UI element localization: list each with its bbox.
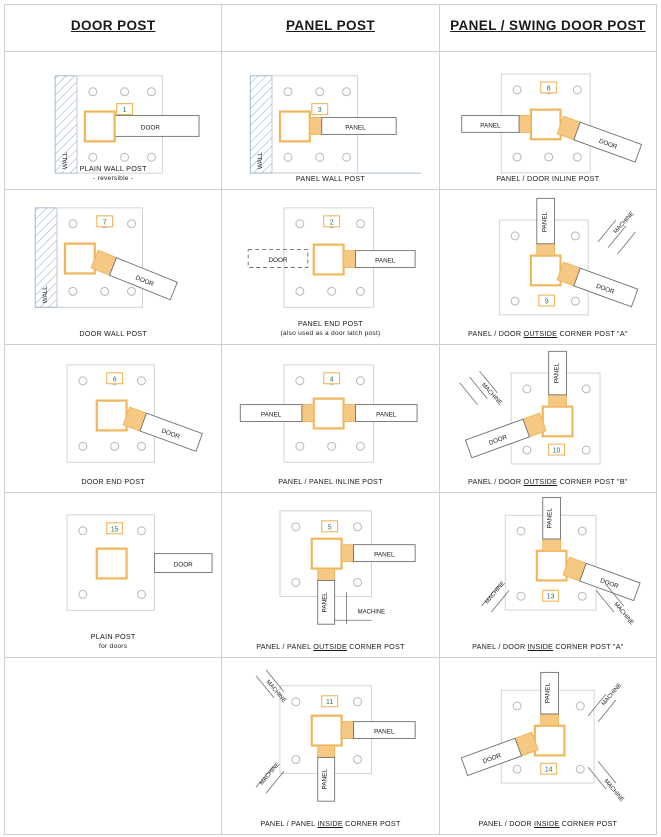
header-row <box>5 5 657 52</box>
diagram-door-wall-post <box>5 190 221 344</box>
post-type-grid <box>4 4 657 835</box>
diagram-panel-door-inside-corner-b <box>440 658 656 834</box>
svg-text:9: 9 <box>544 298 549 306</box>
cell-panel-panel-outside-corner-post[interactable] <box>222 493 439 658</box>
cell-caption: PLAIN POST for doors <box>90 632 136 650</box>
cell-door-wall-post[interactable] <box>5 190 222 345</box>
cell-panel-door-inside-corner-post-a[interactable] <box>439 493 656 658</box>
svg-text:DOOR: DOOR <box>134 274 155 289</box>
svg-text:PANEL: PANEL <box>374 728 395 736</box>
svg-text:14: 14 <box>544 766 553 774</box>
svg-text:DOOR: DOOR <box>173 561 193 569</box>
column-header-panel-post <box>222 5 439 52</box>
svg-text:PANEL: PANEL <box>541 211 549 233</box>
cell-caption: PANEL WALL POST <box>295 173 366 183</box>
row-2 <box>5 190 657 345</box>
svg-text:4: 4 <box>330 376 334 384</box>
row-1 <box>5 52 657 190</box>
cell-caption: PLAIN WALL POST - reversible - <box>79 164 147 182</box>
column-header-door-post <box>5 5 222 52</box>
diagram-panel-panel-inline-post <box>222 345 438 492</box>
svg-text:5: 5 <box>328 524 332 532</box>
svg-text:DOOR: DOOR <box>140 124 160 132</box>
cell-panel-door-outside-corner-post-a[interactable] <box>439 190 656 345</box>
cell-panel-end-post[interactable] <box>222 190 439 345</box>
diagram-panel-panel-outside-corner <box>222 493 438 657</box>
cell-caption: PANEL / PANEL OUTSIDE CORNER POST <box>256 641 405 651</box>
cell-panel-wall-post[interactable] <box>222 52 439 190</box>
svg-text:PANEL: PANEL <box>375 257 396 265</box>
row-3 <box>5 345 657 493</box>
cell-caption: DOOR WALL POST <box>79 328 147 338</box>
cell-caption: PANEL / DOOR INSIDE CORNER POST <box>478 818 618 828</box>
cell-caption: DOOR END POST <box>81 476 145 486</box>
diagram-door-end-post <box>5 345 221 492</box>
cell-empty <box>5 658 222 835</box>
cell-caption: PANEL / PANEL INSIDE CORNER POST <box>260 818 401 828</box>
svg-text:MACHINE: MACHINE <box>479 382 503 407</box>
svg-text:PANEL: PANEL <box>479 122 501 130</box>
cell-panel-panel-inside-corner-post[interactable] <box>222 658 439 835</box>
cell-plain-post[interactable] <box>5 493 222 658</box>
column-header-panel-swing-door-post <box>439 5 656 52</box>
cell-caption: PANEL / DOOR INLINE POST <box>496 173 600 183</box>
cell-caption: PANEL / DOOR INSIDE CORNER POST "A" <box>472 641 624 651</box>
cell-caption: PANEL / DOOR OUTSIDE CORNER POST "B" <box>467 476 628 486</box>
cell-caption: PANEL / DOOR OUTSIDE CORNER POST "A" <box>467 328 628 338</box>
svg-text:MACHINE: MACHINE <box>600 682 623 708</box>
svg-text:PANEL: PANEL <box>345 124 366 132</box>
row-4 <box>5 493 657 658</box>
diagram-panel-door-inline-post <box>440 52 656 189</box>
svg-text:2: 2 <box>330 219 334 227</box>
svg-text:DOOR: DOOR <box>487 433 508 447</box>
diagram-panel-wall-post <box>222 52 438 189</box>
svg-text:PANEL: PANEL <box>546 508 554 529</box>
svg-text:MACHINE: MACHINE <box>602 778 625 804</box>
svg-text:WALL: WALL <box>257 152 265 170</box>
svg-text:DOOR: DOOR <box>268 257 288 265</box>
svg-text:DOOR: DOOR <box>598 577 619 591</box>
header-text: PANEL / SWING DOOR POST <box>450 18 646 33</box>
row-5 <box>5 658 657 835</box>
svg-text:15: 15 <box>110 526 119 534</box>
svg-text:DOOR: DOOR <box>594 282 615 296</box>
cell-panel-door-outside-corner-post-b[interactable] <box>439 345 656 493</box>
cell-door-end-post[interactable] <box>5 345 222 493</box>
cell-caption: PANEL END POST (also used as a door latch post) <box>280 319 381 337</box>
svg-text:MACHINE: MACHINE <box>611 601 635 627</box>
svg-text:DOOR: DOOR <box>160 427 181 441</box>
svg-text:MACHINE: MACHINE <box>259 761 282 787</box>
cell-panel-door-inside-corner-post-b[interactable] <box>439 658 656 835</box>
svg-text:MACHINE: MACHINE <box>484 580 507 606</box>
svg-text:PANEL: PANEL <box>322 592 330 613</box>
diagram-panel-door-inside-corner-a <box>440 493 656 657</box>
svg-text:PANEL: PANEL <box>374 551 395 559</box>
svg-text:10: 10 <box>552 447 561 455</box>
svg-text:PANEL: PANEL <box>553 362 561 384</box>
svg-text:PANEL: PANEL <box>322 769 330 790</box>
svg-text:PANEL: PANEL <box>376 411 397 419</box>
svg-text:MACHINE: MACHINE <box>612 210 636 236</box>
svg-text:6: 6 <box>112 376 117 384</box>
header-text: DOOR POST <box>70 18 156 33</box>
svg-text:MACHINE: MACHINE <box>264 679 288 705</box>
diagram-panel-door-outside-corner-b <box>440 345 656 492</box>
svg-text:DOOR: DOOR <box>597 137 618 151</box>
svg-text:MACHINE: MACHINE <box>358 609 386 616</box>
header-text: PANEL POST <box>285 18 375 33</box>
diagram-panel-door-outside-corner-a <box>440 190 656 344</box>
svg-text:PANEL: PANEL <box>544 683 552 704</box>
svg-text:DOOR: DOOR <box>481 752 502 766</box>
svg-text:WALL: WALL <box>62 152 70 170</box>
svg-text:1: 1 <box>122 107 127 115</box>
diagram-panel-panel-inside-corner <box>222 658 438 834</box>
svg-text:PANEL: PANEL <box>261 411 282 419</box>
cell-plain-wall-post[interactable] <box>5 52 222 190</box>
svg-text:11: 11 <box>326 699 334 707</box>
svg-text:3: 3 <box>318 107 322 115</box>
cell-panel-panel-inline-post[interactable] <box>222 345 439 493</box>
cell-caption: PANEL / PANEL INLINE POST <box>278 476 383 486</box>
cell-panel-door-inline-post[interactable] <box>439 52 656 190</box>
svg-text:7: 7 <box>102 219 107 227</box>
svg-text:13: 13 <box>546 593 555 601</box>
svg-text:WALL: WALL <box>42 286 50 304</box>
svg-text:8: 8 <box>546 85 551 93</box>
